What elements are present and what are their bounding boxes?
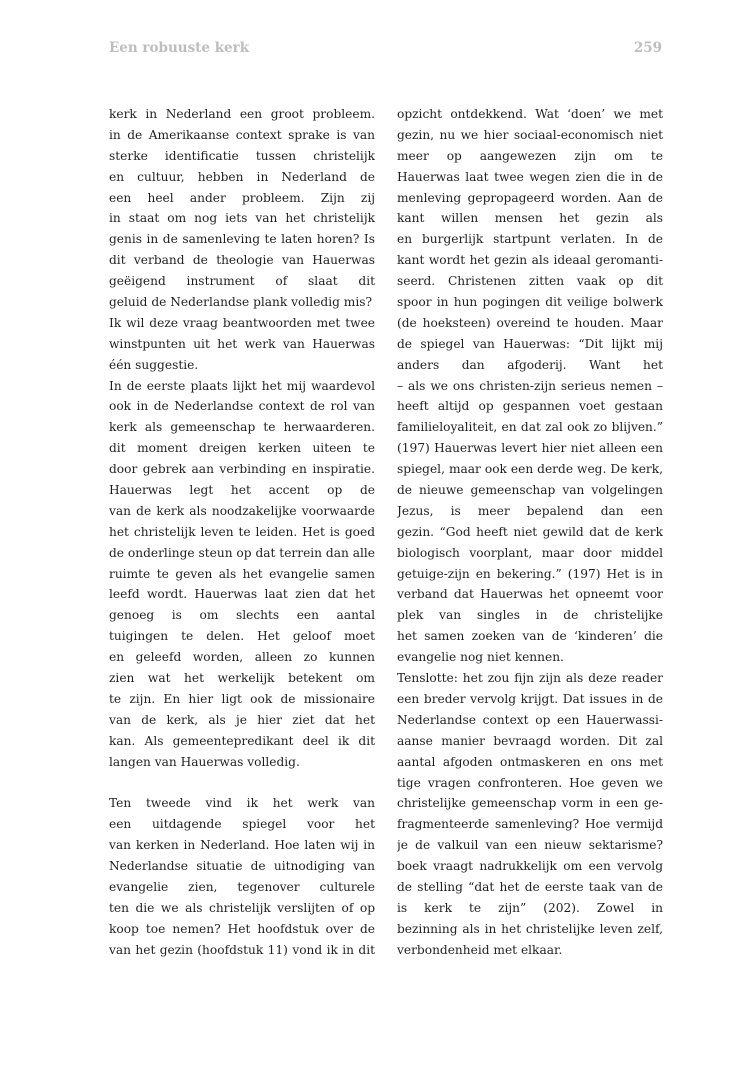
text-line: ook in de Nederlandse context de rol van (109, 399, 375, 414)
text-line: dit verband de theologie van Hauerwas (109, 253, 375, 268)
text-line: evangelie zien, tegenover culturele (109, 879, 375, 894)
text-line: de nieuwe gemeenschap van volgelingen (397, 483, 663, 498)
text-line: een uitdagende spiegel voor het (109, 817, 375, 832)
left-text-column (109, 104, 375, 961)
text-line: In de eerste plaats lijkt het mij waardevol (109, 378, 375, 393)
text-line: de spiegel van Hauerwas: “Dit lijkt mij (397, 336, 663, 351)
text-line: één suggestie. (109, 357, 199, 372)
text-line: gezin, nu we hier sociaal-economisch niet (397, 127, 663, 142)
text-line: kan. Als gemeentepredikant deel ik dit (109, 733, 375, 748)
paragraph-spacer (109, 773, 375, 794)
text-line: in de Amerikaanse context sprake is van (109, 127, 375, 142)
text-line: aanse manier bevraagd worden. Dit zal (397, 733, 663, 748)
page-number: 259 (633, 40, 662, 56)
text-line: (de hoeksteen) overeind te houden. Maar (397, 315, 663, 330)
text-line: opzicht ontdekkend. Wat ‘doen’ we met (397, 107, 663, 121)
text-line: – als we ons christen-zijn serieus nemen – (397, 378, 663, 393)
text-line: Nederlandse context op een Hauerwassi- (397, 712, 663, 727)
text-line: een heel ander probleem. Zijn zij (109, 190, 375, 205)
text-line: familieloyaliteit, en dat zal ook zo blijven.” (397, 420, 663, 435)
text-line: kant wordt het gezin als ideaal geromanti- (397, 253, 663, 268)
text-line: Nederlandse situatie de uitnodiging van (109, 859, 375, 874)
text-line: gezin. “God heeft niet gewild dat de kerk (397, 524, 663, 539)
text-line: de onderlinge steun op dat terrein dan alle (109, 545, 375, 560)
text-line: kerk als gemeenschap te herwaarderen. (109, 420, 375, 435)
text-line: geluid de Nederlandse plank volledig mis? (109, 295, 373, 310)
text-line: spoor in hun pogingen dit veilige bolwerk (397, 295, 663, 310)
text-line: plek van singles in de christelijke (397, 608, 663, 623)
text-line: de stelling “dat het de eerste taak van de (397, 879, 663, 894)
text-line: en cultuur, hebben in Nederland de (109, 169, 375, 184)
text-line: fragmenteerde samenleving? Hoe vermijd (397, 817, 663, 832)
text-line: het christelijk leven te leiden. Het is goed (109, 524, 375, 539)
text-line: ten die we als christelijk verslijten of op (109, 900, 375, 915)
text-line: aantal afgoden ontmaskeren en ons met (397, 754, 663, 769)
text-line: van de kerk, als je hier ziet dat het (109, 712, 375, 727)
text-line: (197) Hauerwas levert hier niet alleen een (397, 441, 663, 456)
text-line: van de kerk als noodzakelijke voorwaarde (109, 503, 375, 518)
text-line: meer op aangewezen zijn om te (397, 148, 663, 163)
text-line: Hauerwas laat twee wegen zien die in de (397, 169, 663, 184)
text-line: getuige-zijn en bekering.” (197) Het is in (397, 566, 663, 581)
text-line: koop toe nemen? Het hoofdstuk over de (109, 921, 375, 936)
running-head (109, 40, 662, 62)
text-line: evangelie nog niet kennen. (397, 650, 564, 665)
running-title: Een robuuste kerk (109, 40, 250, 56)
text-line: tige vragen confronteren. Hoe geven we (397, 775, 663, 790)
text-line: leefd wordt. Hauerwas laat zien dat het (109, 587, 375, 602)
text-line: langen van Hauerwas volledig. (109, 754, 300, 769)
text-line: boek vraagt nadrukkelijk om een vervolg (397, 859, 663, 874)
text-line: en geleefd worden, alleen zo kunnen (109, 650, 375, 665)
text-line: zien wat het werkelijk betekent om (109, 671, 375, 686)
text-line: bezinning als in het christelijke leven zelf, (397, 921, 663, 936)
text-line: genis in de samenleving te laten horen? Is (109, 232, 375, 247)
text-line: een breder vervolg krijgt. Dat issues in de (397, 691, 663, 706)
text-line: sterke identificatie tussen christelijk (109, 148, 375, 163)
text-line: verbondenheid met elkaar. (397, 942, 563, 957)
text-line: menleving gepropageerd worden. Aan de (397, 190, 663, 205)
text-line: christelijke gemeenschap vorm in een ge- (397, 796, 663, 811)
text-line: Hauerwas legt het accent op de (109, 483, 375, 498)
text-line: Ik wil deze vraag beantwoorden met twee (109, 315, 375, 330)
text-line: ruimte te geven als het evangelie samen (109, 566, 375, 581)
text-line: Ten tweede vind ik het werk van (109, 796, 375, 811)
text-line: je de valkuil van een nieuw sektarisme? (397, 838, 663, 853)
text-line: heeft altijd op gespannen voet gestaan (397, 399, 663, 414)
text-line: genoeg is om slechts een aantal (109, 608, 375, 623)
text-line: biologisch voorplant, maar door middel (397, 545, 663, 560)
right-text-column (397, 104, 663, 961)
text-line: kant willen mensen het gezin als (397, 211, 663, 226)
text-line: te zijn. En hier ligt ook de missionaire (109, 691, 375, 706)
text-line: van het gezin (hoofdstuk 11) vond ik in dit (109, 942, 375, 957)
text-line: seerd. Christenen zitten vaak op dit (397, 274, 663, 289)
text-line: kerk in Nederland een groot probleem. (109, 107, 375, 121)
text-line: is kerk te zijn” (202). Zowel in (397, 900, 663, 915)
text-line: tuigingen te delen. Het geloof moet (109, 629, 375, 644)
text-line: en burgerlijk startpunt verlaten. In de (397, 232, 663, 247)
text-line: van kerken in Nederland. Hoe laten wij in (109, 838, 375, 853)
text-line: spiegel, maar ook een derde weg. De kerk, (397, 462, 663, 477)
text-line: Jezus, is meer bepalend dan een (397, 503, 663, 518)
text-line: door gebrek aan verbinding en inspiratie. (109, 462, 375, 477)
text-line: dit moment dreigen kerken uiteen te (109, 441, 375, 456)
text-line: verband dat Hauerwas het opneemt voor (397, 587, 663, 602)
text-line: anders dan afgoderij. Want het (397, 357, 663, 372)
text-line: geëigend instrument of slaat dit (109, 274, 375, 289)
text-line: Tenslotte: het zou fijn zijn als deze reader (397, 671, 663, 686)
text-line: het samen zoeken van de ‘kinderen’ die (397, 629, 663, 644)
text-line: winstpunten uit het werk van Hauerwas (109, 336, 375, 351)
text-line: in staat om nog iets van het christelijk (109, 211, 375, 226)
